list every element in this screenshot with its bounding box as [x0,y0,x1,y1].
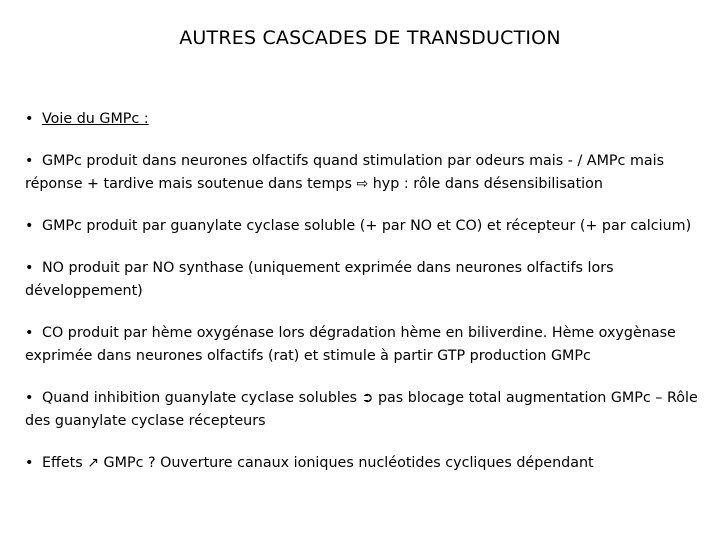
bullet-text: Effets [41,455,83,471]
bullet-marker: • [25,111,34,127]
bullet-effets-gmpc [25,452,705,475]
bullet-text: NO produit par NO synthase (uniquement exprimée dans neurones olfactifs lors développement) [25,260,614,299]
bullet-voie-gmpc [25,108,705,131]
bullet-inhibition-guanylate [25,387,705,433]
bullet-gmpc-olfactifs [25,150,705,196]
bullet-co-heme-oxygenase [25,322,705,368]
circled-right-arrow-icon: ➲ [361,390,374,406]
bullet-marker: • [25,390,34,406]
bullet-text-after: hyp : rôle dans désensibilisation [372,176,603,192]
bullet-text: GMPc produit par guanylate cyclase soluble (+ par NO et CO) et récepteur (+ par calcium) [41,218,692,234]
north-east-arrow-icon: ↗ [87,455,99,471]
bullet-text-after: GMPc ? Ouverture canaux ioniques nucléotides cycliques dépendant [103,455,594,471]
bullet-text: Voie du GMPc : [41,111,149,127]
bullet-marker: • [25,218,34,234]
bullet-text: GMPc produit dans neurones olfactifs quand stimulation par odeurs mais - / AMPc mais réponse + tardive mais soutenue dans temps [25,153,665,192]
bullet-text-after: pas blocage total augmentation GMPc – Rôle des guanylate cyclase récepteurs [25,390,698,429]
bullet-text: Quand inhibition guanylate cyclase solubles [41,390,358,406]
bullet-marker: • [25,153,34,169]
bullet-marker: • [25,455,34,471]
bullet-no-synthase [25,257,705,303]
hollow-right-arrow-icon: ⇨ [356,176,369,192]
bullet-guanylate-cyclase [25,215,705,238]
bullet-marker: • [25,325,34,341]
bullet-marker: • [25,260,34,276]
slide-title: AUTRES CASCADES DE TRANSDUCTION [179,27,561,49]
bullet-text: CO produit par hème oxygénase lors dégradation hème en biliverdine. Hème oxygènase exprimée dans neurones olfactifs (rat) et stimule à partir GTP production GMPc [25,325,676,364]
